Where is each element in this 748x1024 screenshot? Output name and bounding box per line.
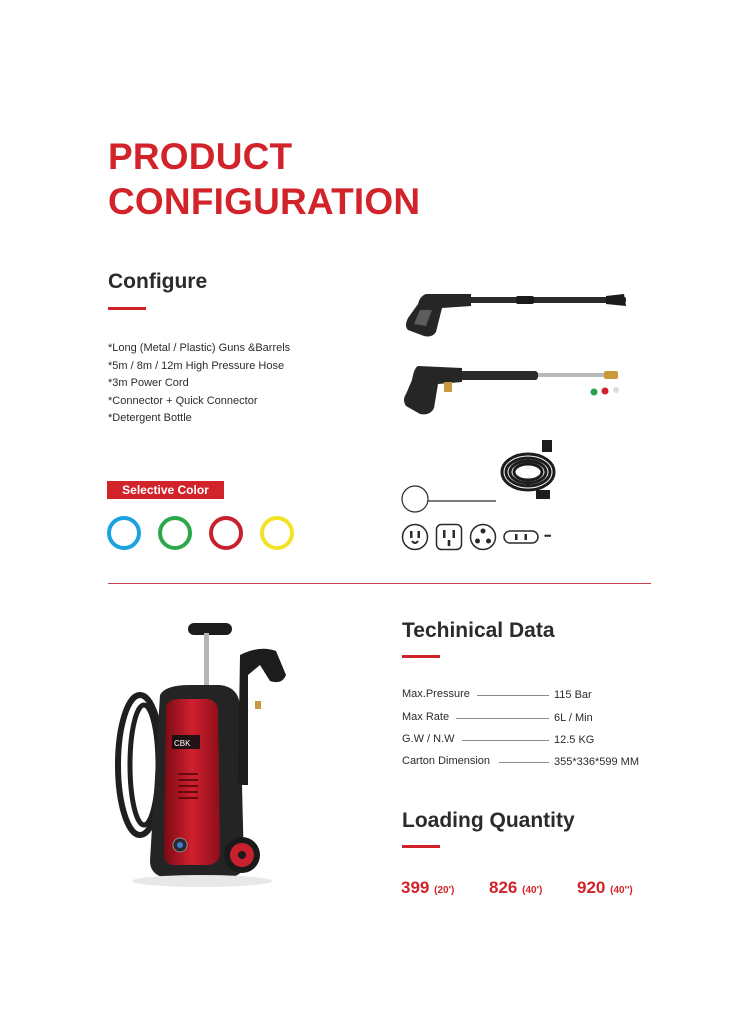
qty-value: 920 — [577, 878, 606, 897]
qty-value: 399 — [401, 878, 430, 897]
color-option-blue[interactable] — [107, 516, 141, 550]
tech-leader-line — [499, 762, 549, 763]
more-plugs-indicator: ••• — [544, 531, 551, 541]
loading-qty-20ft — [401, 878, 454, 898]
tech-value: 6L / Min — [554, 712, 593, 724]
plug-type-b-icon — [435, 523, 463, 551]
page-title — [108, 134, 420, 224]
plug-type-d-icon — [503, 530, 539, 544]
loading-qty-40ft — [489, 878, 542, 898]
loading-qty-40hq — [577, 878, 633, 898]
section-divider — [108, 583, 651, 584]
tech-label: Carton Dimension — [402, 755, 491, 767]
title-line-1: PRODUCT — [108, 136, 293, 177]
tech-leader-line — [462, 740, 549, 741]
technical-data-heading: Techinical Data — [402, 619, 555, 642]
plug-type-a-icon — [401, 523, 429, 551]
tech-value: 12.5 KG — [554, 734, 595, 746]
technical-heading-underline — [402, 655, 440, 658]
high-pressure-hose-image — [498, 436, 560, 502]
qty-container: (20') — [434, 885, 455, 896]
loading-heading-underline — [402, 845, 440, 848]
qty-container: (40'') — [610, 885, 633, 896]
machine-brand-label: CBK — [174, 739, 191, 748]
config-item: *3m Power Cord — [108, 377, 189, 389]
plug-type-c-icon — [469, 523, 497, 551]
selective-color-badge: Selective Color — [107, 481, 224, 499]
tech-label: Max.Pressure — [402, 688, 470, 700]
color-option-red[interactable] — [209, 516, 243, 550]
color-option-yellow[interactable] — [260, 516, 294, 550]
config-item: *Long (Metal / Plastic) Guns &Barrels — [108, 342, 291, 354]
short-spray-gun-image — [398, 358, 638, 422]
tech-leader-line — [456, 718, 549, 719]
long-spray-gun-image — [396, 286, 636, 346]
power-cord-image — [400, 484, 500, 516]
config-item: *5m / 8m / 12m High Pressure Hose — [108, 359, 285, 372]
pressure-washer-image — [110, 615, 295, 890]
loading-quantity-heading: Loading Quantity — [402, 809, 575, 832]
tech-value: 115 Bar — [554, 689, 592, 701]
configure-list — [108, 340, 290, 428]
configure-heading-underline — [108, 307, 146, 310]
tech-label: Max Rate — [402, 711, 450, 723]
tech-label: G.W / N.W — [402, 733, 455, 745]
color-option-green[interactable] — [158, 516, 192, 550]
configure-heading: Configure — [108, 270, 208, 293]
qty-value: 826 — [489, 878, 518, 897]
config-item: *Detergent Bottle — [108, 412, 192, 424]
tech-leader-line — [477, 695, 549, 696]
qty-container: (40') — [522, 885, 543, 896]
title-line-2: CONFIGURATION — [108, 181, 421, 222]
tech-value: 355*336*599 MM — [554, 756, 640, 768]
config-item: *Connector + Quick Connector — [108, 394, 258, 407]
